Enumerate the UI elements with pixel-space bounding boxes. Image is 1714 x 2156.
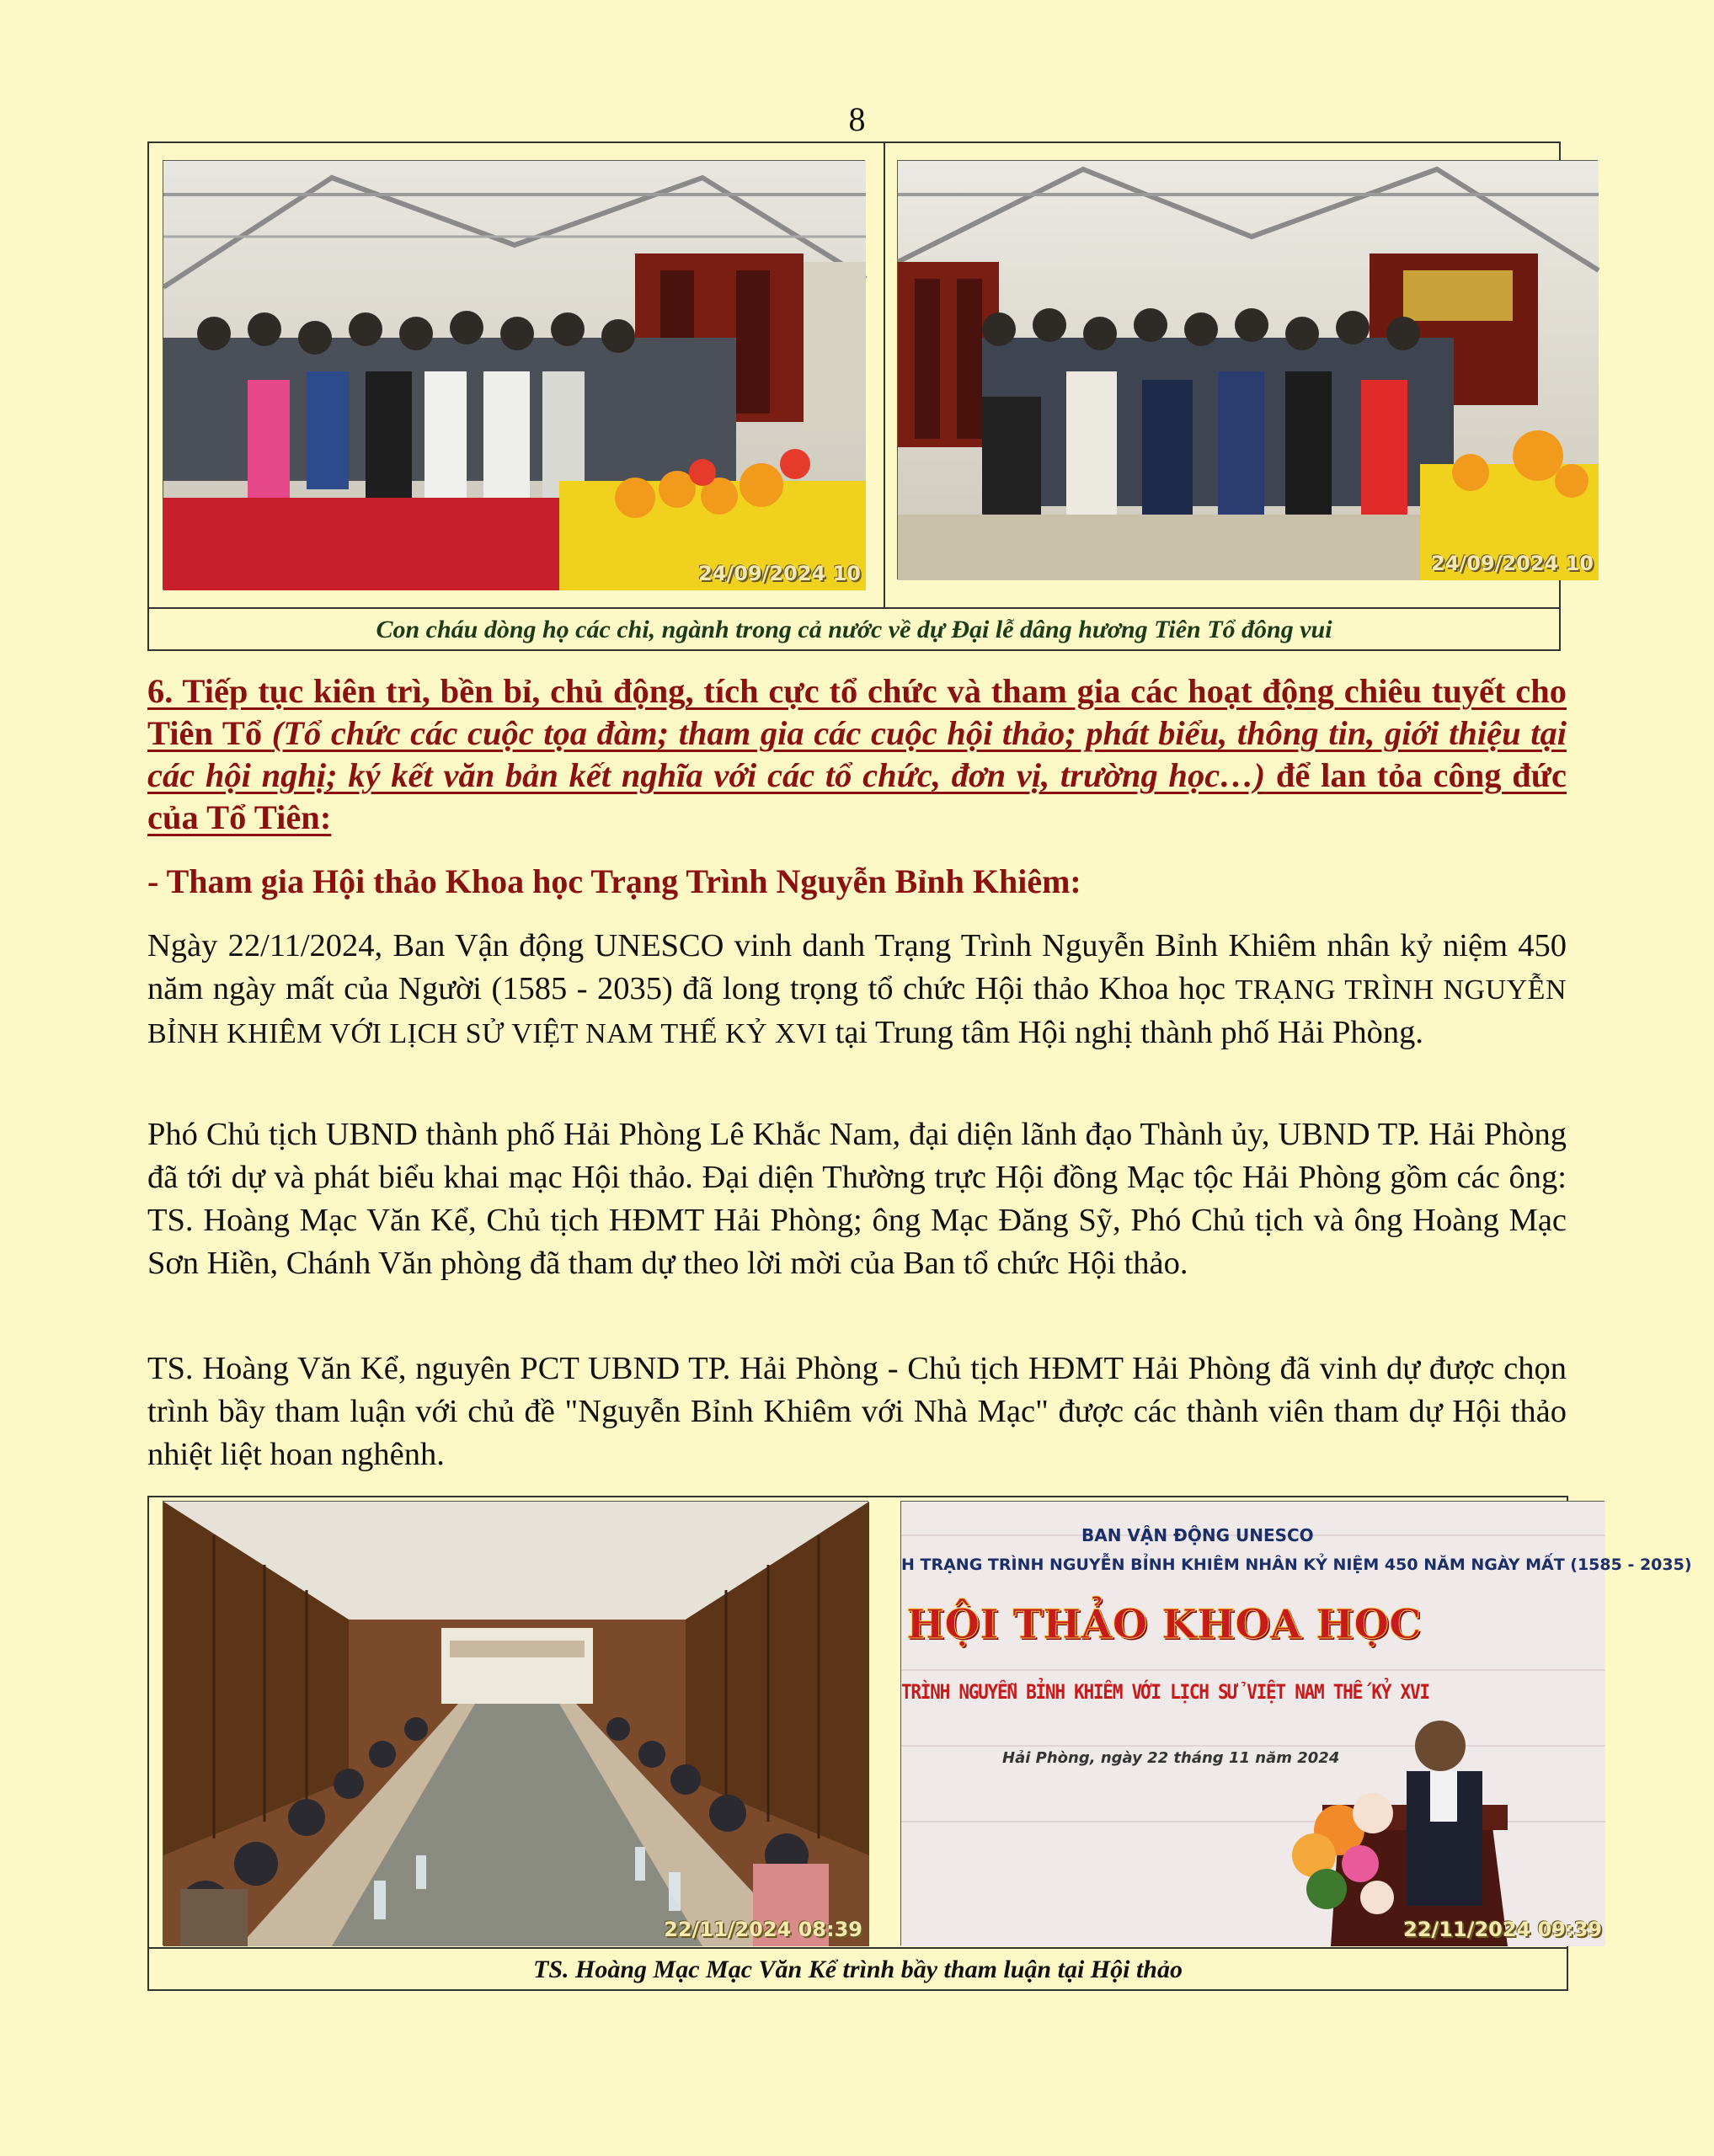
- banner-theme: TRÌNH NGUYỄN BỈNH KHIÊM VỚI LỊCH SỬ VIỆT NAM THẾ KỶ XVI: [901, 1680, 1429, 1704]
- paragraph-3: TS. Hoàng Văn Kể, nguyên PCT UBND TP. Hải Phòng - Chủ tịch HĐMT Hải Phòng đã vinh dự được chọn trình bầy tham luận với chủ đề "Nguyễn Bỉnh Khiêm với Nhà Mạc" được các thành viên tham dự Hội thảo nhiệt liệt hoan nghênh.: [147, 1351, 1567, 1472]
- banner-subtitle: H TRẠNG TRÌNH NGUYỄN BỈNH KHIÊM NHÂN KỶ NIỆM 450 NĂM NGÀY MẤT (1585 - 2035): [901, 1556, 1692, 1574]
- section-heading-italic: (Tổ chức các cuộc tọa đàm; tham gia các cuộc hội thảo; phát biểu, thông tin, giới thiệu tại các hội nghị; ký kết văn bản kết nghĩa với các tổ chức, đơn vị, trường học…): [147, 714, 1567, 794]
- section-heading: [147, 670, 1567, 839]
- paragraph-2: Phó Chủ tịch UBND thành phố Hải Phòng Lê Khắc Nam, đại diện lãnh đạo Thành ủy, UBND TP. Hải Phòng đã tới dự và phát biểu khai mạc Hội thảo. Đại diện Thường trực Hội đồng Mạc tộc Hải Phòng gồm các ông: TS. Hoàng Mạc Văn Kể, Chủ tịch HĐMT Hải Phòng; ông Mạc Đăng Sỹ, Phó Chủ tịch và ông Hoàng Mạc Sơn Hiền, Chánh Văn phòng đã tham dự theo lời mời của Ban tổ chức Hội thảo.: [147, 1117, 1567, 1281]
- photo-conference-room: [163, 1501, 868, 1945]
- photo-ceremony-left: [163, 160, 865, 590]
- photo-caption: TS. Hoàng Mạc Mạc Văn Kể trình bầy tham luận tại Hội thảo: [533, 1956, 1183, 1983]
- photo-ceremony-right: [897, 160, 1598, 579]
- photo-speaker: [900, 1501, 1692, 1945]
- page-number: 8: [848, 100, 866, 138]
- paragraph-1-tail: tại Trung tâm Hội nghị thành phố Hải Phòng.: [827, 1015, 1423, 1050]
- section-heading-text: 6. Tiếp tục kiên trì, bền bỉ, chủ động, tích cực tổ chức và tham gia các hoạt động chiêu tuyết cho Tiên Tổ: [147, 672, 1567, 752]
- photo-frame-ceremony: [147, 141, 1594, 651]
- paragraph-1-caps: TRẠNG TRÌNH NGUYỄN BỈNH KHIÊM VỚI LỊCH SỬ VIỆT NAM THẾ KỶ XVI: [147, 974, 1567, 1049]
- banner-date: Hải Phòng, ngày 22 tháng 11 năm 2024: [1002, 1749, 1340, 1767]
- photo-caption: Con cháu dòng họ các chi, ngành trong cả nước về dự Đại lễ dâng hương Tiên Tổ đông vui: [376, 616, 1332, 643]
- banner-title: HỘI THẢO KHOA HỌC: [906, 1601, 1422, 1648]
- paragraph-1: [147, 925, 1567, 1055]
- photo-frame-conference: [147, 1496, 1692, 1991]
- photo-frame-divider: [884, 143, 885, 607]
- photo-conference-room-image: [163, 1502, 869, 1946]
- photo-ceremony-right-image: [898, 161, 1599, 580]
- section-heading-tail: để lan tỏa công đức của Tổ Tiên:: [147, 756, 1567, 836]
- paragraph-1-text: Ngày 22/11/2024, Ban Vận động UNESCO vinh danh Trạng Trình Nguyễn Bỉnh Khiêm nhân kỷ niệm 450 năm ngày mất của Người (1585 - 2035) đã long trọng tổ chức Hội thảo Khoa học: [147, 928, 1567, 1006]
- photo-timestamp: 24/09/2024 10: [1431, 552, 1594, 575]
- banner-org: BAN VẬN ĐỘNG UNESCO: [1081, 1525, 1314, 1545]
- photo-frame-caption-rule: [149, 1947, 1567, 1949]
- sub-heading: - Tham gia Hội thảo Khoa học Trạng Trình Nguyễn Bỉnh Khiêm:: [147, 862, 1081, 900]
- photo-timestamp: 24/09/2024 10: [698, 562, 861, 585]
- photo-timestamp: 22/11/2024 08:39: [664, 1918, 862, 1941]
- photo-ceremony-left-image: [163, 161, 866, 590]
- photo-frame-caption-rule: [149, 607, 1559, 609]
- photo-timestamp: 22/11/2024 09:39: [1403, 1918, 1602, 1941]
